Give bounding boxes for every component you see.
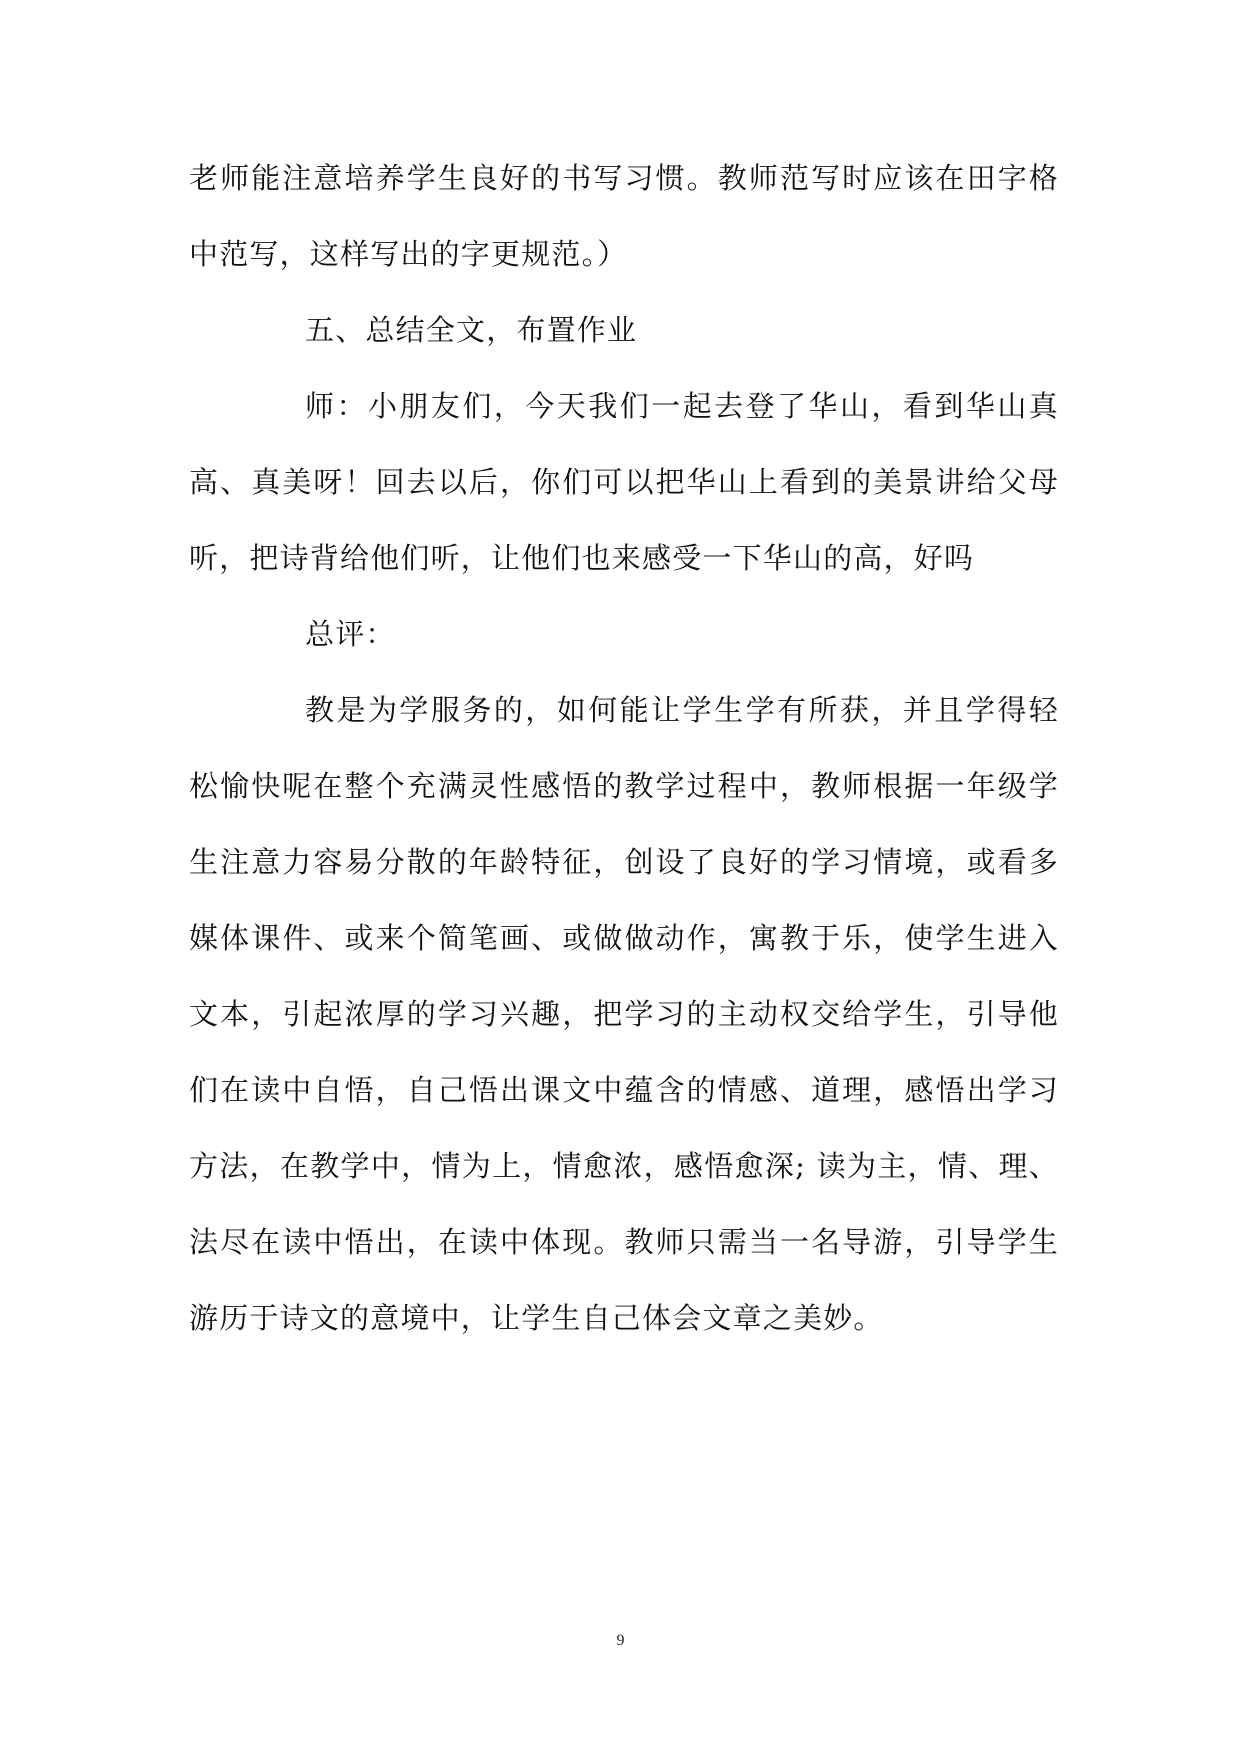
paragraph-summary: 教是为学服务的，如何能让学生学有所获，并且学得轻松愉快呢在整个充满灵性感悟的教学过程中，教师根据一年级学生注意力容易分散的年龄特征，创设了良好的学习情境，或看多媒体课件、或来个简笔画、或做做动作，寓教于乐，使学生进入文本，引起浓厚的学习兴趣，把学习的主动权交给学生，引导他们在读中自悟，自己悟出课文中蕴含的情感、道理，感悟出学习方法，在教学中，情为上，情愈浓，感悟愈深; 读为主，情、理、法尽在读中悟出，在读中体现。教师只需当一名导游，引导学生游历于诗文的意境中，让学生自己体会文章之美妙。 (189, 693, 1059, 1335)
section-heading: 五、总结全文，布置作业 (305, 313, 638, 347)
page-number: 9 (616, 1632, 625, 1649)
body-text (189, 140, 1059, 1356)
paragraph-continuation: 老师能注意培养学生良好的书写习惯。教师范写时应该在田字格中范写，这样写出的字更规范。） (189, 161, 1059, 271)
paragraph-teacher-remarks: 师：小朋友们，今天我们一起去登了华山，看到华山真高、真美呀！回去以后，你们可以把华山上看到的美景讲给父母听，把诗背给他们听，让他们也来感受一下华山的高，好吗 (189, 389, 1059, 575)
summary-heading: 总评： (305, 617, 396, 651)
